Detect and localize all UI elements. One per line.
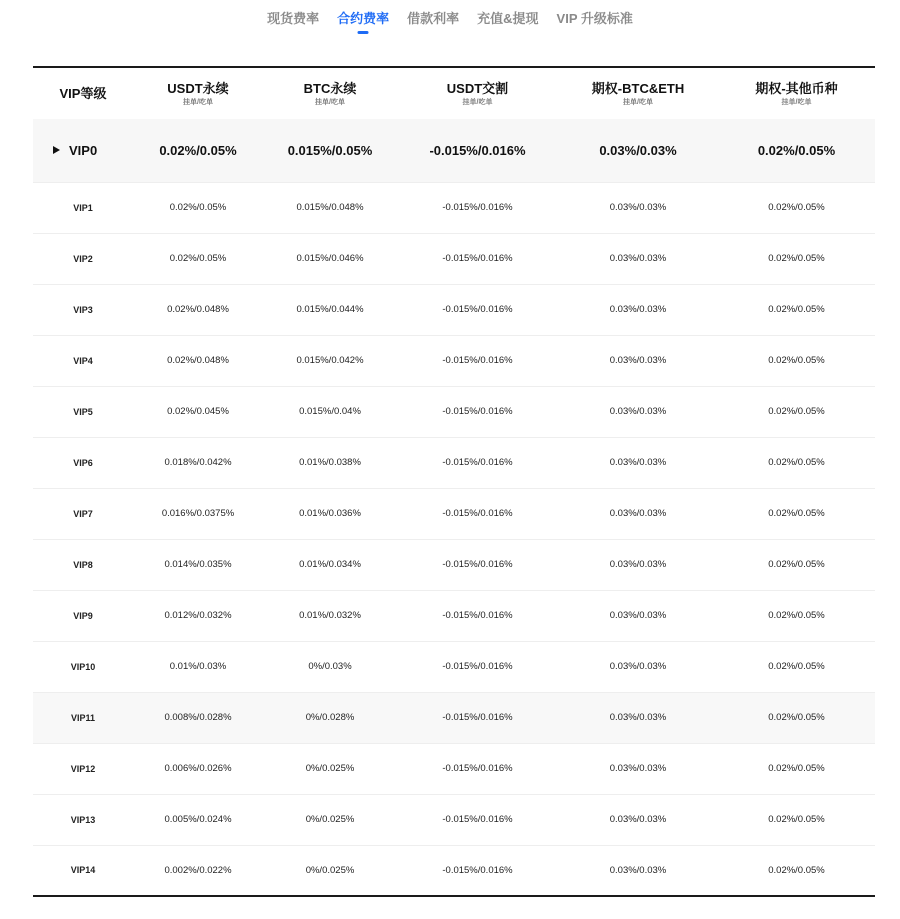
fee-rate-cell: -0.015%/0.016% — [397, 284, 558, 335]
fee-rate-cell: 0.012%/0.032% — [133, 590, 263, 641]
fee-rate-cell: -0.015%/0.016% — [397, 539, 558, 590]
table-row — [33, 284, 875, 335]
column-header-title: 期权-BTC&ETH — [591, 80, 685, 96]
fee-rate-cell: 0.016%/0.0375% — [133, 488, 263, 539]
vip-level-cell — [33, 692, 133, 743]
vip-level-cell — [33, 539, 133, 590]
fee-rate-cell: 0.03%/0.03% — [558, 794, 718, 845]
fee-rate-cell: 0.008%/0.028% — [133, 692, 263, 743]
vip-level-cell — [33, 590, 133, 641]
tab-deposit-withdraw[interactable] — [477, 8, 538, 27]
fee-rate-cell: 0.015%/0.05% — [263, 119, 397, 182]
table-row — [33, 692, 875, 743]
fee-rate-cell: -0.015%/0.016% — [397, 794, 558, 845]
fee-rate-cell: 0.03%/0.03% — [558, 692, 718, 743]
table-row — [33, 437, 875, 488]
tab-label: VIP 升级标准 — [556, 11, 633, 26]
fee-rate-cell: -0.015%/0.016% — [397, 590, 558, 641]
column-header-subtitle: 挂单/吃单 — [623, 98, 653, 106]
arrow-right-icon — [53, 146, 60, 154]
header-btc-perpetual — [263, 67, 397, 119]
fee-rate-cell: 0.02%/0.05% — [718, 437, 875, 488]
table-row — [33, 386, 875, 437]
fee-rate-cell: 0.02%/0.05% — [133, 182, 263, 233]
fee-rate-cell: 0.02%/0.05% — [718, 641, 875, 692]
vip-level-label: VIP14 — [70, 865, 96, 876]
vip-level-cell — [33, 488, 133, 539]
vip-level-label: VIP13 — [70, 814, 96, 825]
fee-rate-cell: -0.015%/0.016% — [397, 182, 558, 233]
fee-rate-cell: 0.01%/0.038% — [263, 437, 397, 488]
table-row — [33, 590, 875, 641]
vip-level-cell — [33, 182, 133, 233]
fee-rate-cell: 0.018%/0.042% — [133, 437, 263, 488]
table-row — [33, 743, 875, 794]
fee-rate-cell: 0.015%/0.042% — [263, 335, 397, 386]
vip-level-label: VIP11 — [70, 712, 96, 723]
vip-level-label: VIP1 — [73, 202, 93, 213]
fee-rate-cell: 0.02%/0.05% — [718, 233, 875, 284]
vip-level-label: VIP12 — [70, 763, 96, 774]
fee-rate-cell: 0.02%/0.05% — [718, 794, 875, 845]
fee-rate-cell: 0.015%/0.048% — [263, 182, 397, 233]
header-options-btc-eth — [558, 67, 718, 119]
header-usdt-perpetual — [133, 67, 263, 119]
fee-rate-cell: 0.02%/0.05% — [718, 845, 875, 896]
fee-rate-cell: -0.015%/0.016% — [397, 233, 558, 284]
vip-level-cell — [33, 335, 133, 386]
table-row — [33, 539, 875, 590]
fee-rate-cell: 0.002%/0.022% — [133, 845, 263, 896]
table-row — [33, 488, 875, 539]
vip-level-label: VIP9 — [73, 610, 93, 621]
vip-level-label: VIP2 — [73, 253, 93, 264]
vip-level-label: VIP0 — [69, 142, 98, 158]
fee-rate-cell: -0.015%/0.016% — [397, 692, 558, 743]
fee-rate-cell: -0.015%/0.016% — [397, 119, 558, 182]
header-vip-level — [33, 67, 133, 119]
fee-rate-cell: 0.03%/0.03% — [558, 119, 718, 182]
tab-spot-fees[interactable] — [267, 8, 319, 27]
fee-rate-cell: 0.02%/0.05% — [718, 119, 875, 182]
fee-rate-cell: 0.02%/0.05% — [718, 488, 875, 539]
fee-rate-cell: 0.03%/0.03% — [558, 488, 718, 539]
fee-rate-cell: 0.02%/0.05% — [133, 119, 263, 182]
vip-level-cell — [33, 284, 133, 335]
tab-borrow-rates[interactable] — [407, 8, 459, 27]
contract-fee-table — [33, 66, 875, 897]
fee-rate-cell: 0.005%/0.024% — [133, 794, 263, 845]
fee-rate-cell: -0.015%/0.016% — [397, 386, 558, 437]
table-row-current-level — [33, 119, 875, 182]
table-row — [33, 182, 875, 233]
table-row — [33, 641, 875, 692]
vip-level-cell — [33, 386, 133, 437]
vip-level-cell — [33, 119, 133, 182]
vip-level-cell — [33, 437, 133, 488]
fee-rate-cell: 0.015%/0.04% — [263, 386, 397, 437]
fee-rate-cell: 0.03%/0.03% — [558, 437, 718, 488]
vip-level-label: VIP5 — [73, 406, 93, 417]
fee-rate-cell: -0.015%/0.016% — [397, 335, 558, 386]
vip-level-label: VIP3 — [73, 304, 93, 315]
fee-rate-cell: 0.03%/0.03% — [558, 386, 718, 437]
column-header-subtitle: 挂单/吃单 — [462, 98, 493, 106]
fee-rate-cell: 0.02%/0.05% — [718, 743, 875, 794]
tab-vip-upgrade[interactable] — [557, 8, 633, 27]
vip-level-cell — [33, 794, 133, 845]
vip-level-label: VIP4 — [73, 355, 93, 366]
column-header-subtitle: 挂单/吃单 — [183, 98, 213, 106]
fee-rate-cell: 0.01%/0.032% — [263, 590, 397, 641]
vip-level-label: VIP8 — [73, 559, 93, 570]
table-row — [33, 794, 875, 845]
vip-level-label: VIP7 — [73, 508, 93, 519]
column-header-title: BTC永续 — [303, 80, 357, 96]
fee-rate-cell: 0%/0.025% — [263, 794, 397, 845]
fee-table-container — [33, 66, 875, 897]
fee-rate-cell: 0.02%/0.05% — [718, 386, 875, 437]
fee-rate-cell: 0.02%/0.05% — [718, 590, 875, 641]
fee-rate-cell: 0.03%/0.03% — [558, 233, 718, 284]
fee-rate-cell: -0.015%/0.016% — [397, 488, 558, 539]
tab-label: 现货费率 — [267, 11, 320, 26]
fee-rate-cell: -0.015%/0.016% — [397, 743, 558, 794]
fee-rate-cell: 0.01%/0.034% — [263, 539, 397, 590]
vip-level-cell — [33, 743, 133, 794]
table-row — [33, 233, 875, 284]
column-header-subtitle: 挂单/吃单 — [315, 98, 345, 106]
fee-rate-cell: 0.006%/0.026% — [133, 743, 263, 794]
fee-rate-cell: 0.02%/0.05% — [718, 539, 875, 590]
fee-rate-cell: -0.015%/0.016% — [397, 845, 558, 896]
vip-level-label: VIP10 — [70, 661, 96, 672]
fee-rate-cell: 0.015%/0.044% — [263, 284, 397, 335]
fee-rate-cell: 0.02%/0.05% — [718, 284, 875, 335]
fee-tabs — [0, 0, 900, 40]
fee-rate-cell: 0.01%/0.03% — [133, 641, 263, 692]
tab-label: 借款利率 — [407, 11, 460, 26]
fee-rate-cell: 0.02%/0.048% — [133, 284, 263, 335]
fee-rate-cell: 0.03%/0.03% — [558, 845, 718, 896]
fee-rate-cell: 0.01%/0.036% — [263, 488, 397, 539]
fee-rate-cell: -0.015%/0.016% — [397, 641, 558, 692]
column-header-subtitle: 挂单/吃单 — [781, 98, 812, 106]
fee-rate-cell: 0.02%/0.048% — [133, 335, 263, 386]
header-options-other — [718, 67, 875, 119]
table-row — [33, 845, 875, 896]
fee-rate-cell: 0.03%/0.03% — [558, 335, 718, 386]
fee-rate-cell: 0.03%/0.03% — [558, 284, 718, 335]
fee-rate-cell: 0%/0.028% — [263, 692, 397, 743]
column-header-title: VIP等级 — [59, 85, 107, 101]
vip-level-label: VIP6 — [73, 457, 93, 468]
fee-rate-cell: 0.02%/0.05% — [718, 335, 875, 386]
table-row — [33, 335, 875, 386]
fee-rate-cell: 0.03%/0.03% — [558, 743, 718, 794]
fee-rate-cell: 0.02%/0.05% — [133, 233, 263, 284]
tab-contract-fees[interactable] — [337, 8, 389, 27]
fee-rate-cell: 0%/0.03% — [263, 641, 397, 692]
header-usdt-delivery — [397, 67, 558, 119]
tab-label: 合约费率 — [337, 11, 390, 26]
fee-rate-cell: 0%/0.025% — [263, 845, 397, 896]
column-header-title: USDT交割 — [446, 80, 509, 96]
active-tab-indicator — [358, 31, 369, 34]
table-header-row — [33, 67, 875, 119]
fee-rate-cell: 0.015%/0.046% — [263, 233, 397, 284]
fee-rate-cell: 0.03%/0.03% — [558, 641, 718, 692]
vip-level-cell — [33, 641, 133, 692]
table-body — [33, 119, 875, 896]
fee-rate-cell: 0%/0.025% — [263, 743, 397, 794]
fee-rate-cell: 0.014%/0.035% — [133, 539, 263, 590]
fee-rate-cell: 0.02%/0.05% — [718, 692, 875, 743]
column-header-title: 期权-其他币种 — [755, 80, 838, 96]
tab-label: 充值&提现 — [477, 11, 539, 26]
fee-rate-cell: 0.03%/0.03% — [558, 590, 718, 641]
fee-rate-cell: -0.015%/0.016% — [397, 437, 558, 488]
fee-rate-cell: 0.02%/0.05% — [718, 182, 875, 233]
column-header-title: USDT永续 — [167, 80, 229, 96]
fee-rate-cell: 0.03%/0.03% — [558, 182, 718, 233]
vip-level-cell — [33, 845, 133, 896]
fee-rate-cell: 0.02%/0.045% — [133, 386, 263, 437]
vip-level-cell — [33, 233, 133, 284]
fee-rate-cell: 0.03%/0.03% — [558, 539, 718, 590]
